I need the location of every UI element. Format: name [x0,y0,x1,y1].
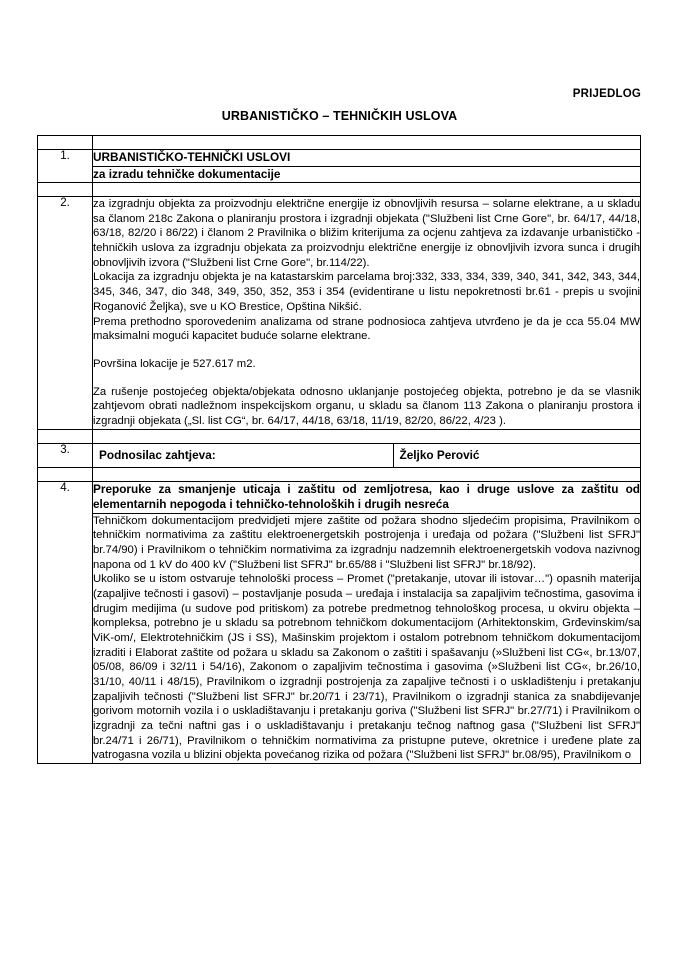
section-1-title-cell [93,150,641,167]
table-row [38,166,641,183]
section-1-subtitle-cell [93,166,641,183]
urban-technical-conditions-table [37,135,641,764]
table-row [38,443,641,467]
table-row [38,136,641,150]
section-2-paragraph-2: Lokacija za izgradnju objekta je na katastarskim parcelama broj:332, 333, 334, 339, 340, 341, 342, 343, 344, 345, 346, 347, dio 348, 349, 350, 352, 353 i 354 (evidentirane u listu nepokretnosti br.61 - prepis u svojini Roganović Željka), sve u KO Brestice, Opština Nikšić. [93,271,640,313]
section-1-title: URBANISTIČKO-TEHNIČKI USLOVI [93,150,291,164]
table-spacer-row [38,429,641,443]
row-number-3: 3. [38,443,93,467]
section-4-paragraph-2: Ukoliko se u istom ostvaruje tehnološki process – Promet ("pretakanje, utovar ili istovar…") opasnih materija (zapaljive tečnosti i gasovi) – postavljanje posuda – uređaja i instalacija sa zapaljivim tečnostima, gasovima i drugim medijima (u sudove pod pritiskom) za potrebe predmetnog tehnološkog procesa, u okviru objekta – kompleksa, potrebno je u skladu sa potrebnom tehničkom dokumentacijom (Arhitektonskim, Grđevinskim/sa ViK-om/, Elektrotehničkim (JS i SS), Mašinskim projektom i ostalom potrebnom tehničkom dokumentacijom izraditi i Elaborat zaštite od požara u skladu sa Zakonom o zaštiti i spašavanju (»Službeni list CG«, br.13/07, 05/08, 86/09 i 32/11 i 54/16), Zakonom o zapaljivim tečnostima i gasovima (»Službeni list CG«, br.26/10, 31/10, 40/11 i 48/15), Pravilnikom o izgradnji postrojenja za zapaljive tečnosti i o uskladištenju i pretakanju zapaljivih tečnosti ("Službeni list SFRJ" br.20/71 i 23/71), Pravilnikom o izgradnji stanica za snabdijevanje gorivom motornih vozila i o uskladištavanju i pretakanju goriva ("Službeni list SFRJ" br.27/71) i Pravilnikom o izgradnji za tečni naftni gas i o uskladištavanju i pretakanju tečnog naftnog gasa ("Službeni list SFRJ" br.24/71 i 26/71), Pravilnikom o tehničkim normativima za pristupne puteve, okretnice i uređene plate za vatrogasna vozila u blizini objekta povećanog rizika od požara ("Službeni list SFRJ" br.08/95), Pravilnikom o [93,573,640,762]
spacer-number-cell [38,467,93,481]
applicant-row [93,444,641,467]
spacer-cell [93,183,641,197]
applicant-label: Podnosilac zahtjeva: [99,447,216,462]
document-subtitle: URBANISTIČKO – TEHNIČKIH USLOVA [221,109,458,123]
table-row [38,481,641,513]
row-empty-cell [93,136,641,150]
section-2-paragraph-4: Površina lokacije je 527.617 m2. [93,357,256,370]
applicant-label-cell [93,444,393,467]
section-4-body-cell [93,513,641,763]
row-number-2: 2. [38,197,93,429]
section-4-title-cell [93,481,641,513]
table-row [38,150,641,167]
section-2-body-cell [93,197,641,429]
section-2-paragraph-1: za izgradnju objekta za proizvodnju električne energije iz obnovljivih resursa – solarne elektrane, a u skladu sa članom 218c Zakona o planiranju prostora i izgradnji objekata ("Službeni list Crne Gore", br. 64/17, 44/18, 63/18, 82/20 i 86/22) i članom 2 Pravilnika o bližim kriterijuma za ocjenu zahtjeva za izdavanje urbanističko - tehničkih uslova za izgradnju objekata za proizvodnju električne energije iz obnovljivih izvora sunca i drugih obnovljivih izvora ("Službeni list Crne Gore", br.114/22). [93,198,640,269]
row-number-1: 1. [38,150,93,183]
row-number-cell [38,136,93,150]
spacer-number-cell [38,429,93,443]
section-4-paragraph-1: Tehničkom dokumentacijom predvidjeti mjere zaštite od požara shodno sljedećim propisima, Pravilnikom o tehničkim normativima za zaštitu elektroenergetskih postrojenja i uređaja od požara ("Službeni list SFRJ" br.74/90) i Pravilnikom o tehničkim normativima za izgradnju nadzemnih elektroenergetskih vodova nazivnog napona od 1 kV do 400 kV ("Službeni list SFRJ" br.65/88 i "Službeni list SFRJ" br.18/92). [93,514,640,571]
table-spacer-row [38,467,641,481]
applicant-name: Željko Perović [399,447,480,462]
section-2-paragraph-3: Prema prethodno sporovedenim analizama od strane podnosioca zahtjeva utvrđeno je da je cca 55.04 MW maksimalni mogući kapacitet buduće solarne elektrane. [93,315,640,343]
section-4-title: Preporuke za smanjenje uticaja i zaštitu od zemljotresa, kao i druge uslove za zaštitu od elementarnih nepogoda i tehničko-tehnoloških i drugih nesreća [93,481,640,512]
section-1-subtitle: za izradu tehničke dokumentacije [93,166,281,181]
section-2-paragraph-5: Za rušenje postojećeg objekta/objekata odnosno uklanjanje postojećeg objekta, potrebno je da se vlasnik zahtjevom obrati nadležnom inspekcijskom organu, u skladu sa članom 113 Zakona o planiranju prostora i izgradnji objekata („Sl. list CG“, br. 64/17, 44/18, 63/18, 11/19, 82/20, 86/22, 4/23 ). [93,385,640,427]
spacer-number-cell [38,183,93,197]
section-2-body [93,197,640,428]
applicant-subtable [93,444,641,467]
table-row [38,513,641,763]
section-3-cell [93,443,641,467]
table-spacer-row [38,183,641,197]
applicant-value-cell [393,444,641,467]
proposal-label: PRIJEDLOG [572,88,641,100]
section-4-body [93,514,640,763]
row-number-4: 4. [38,481,93,764]
table-row [38,197,641,429]
spacer-cell [93,429,641,443]
spacer-cell [93,467,641,481]
